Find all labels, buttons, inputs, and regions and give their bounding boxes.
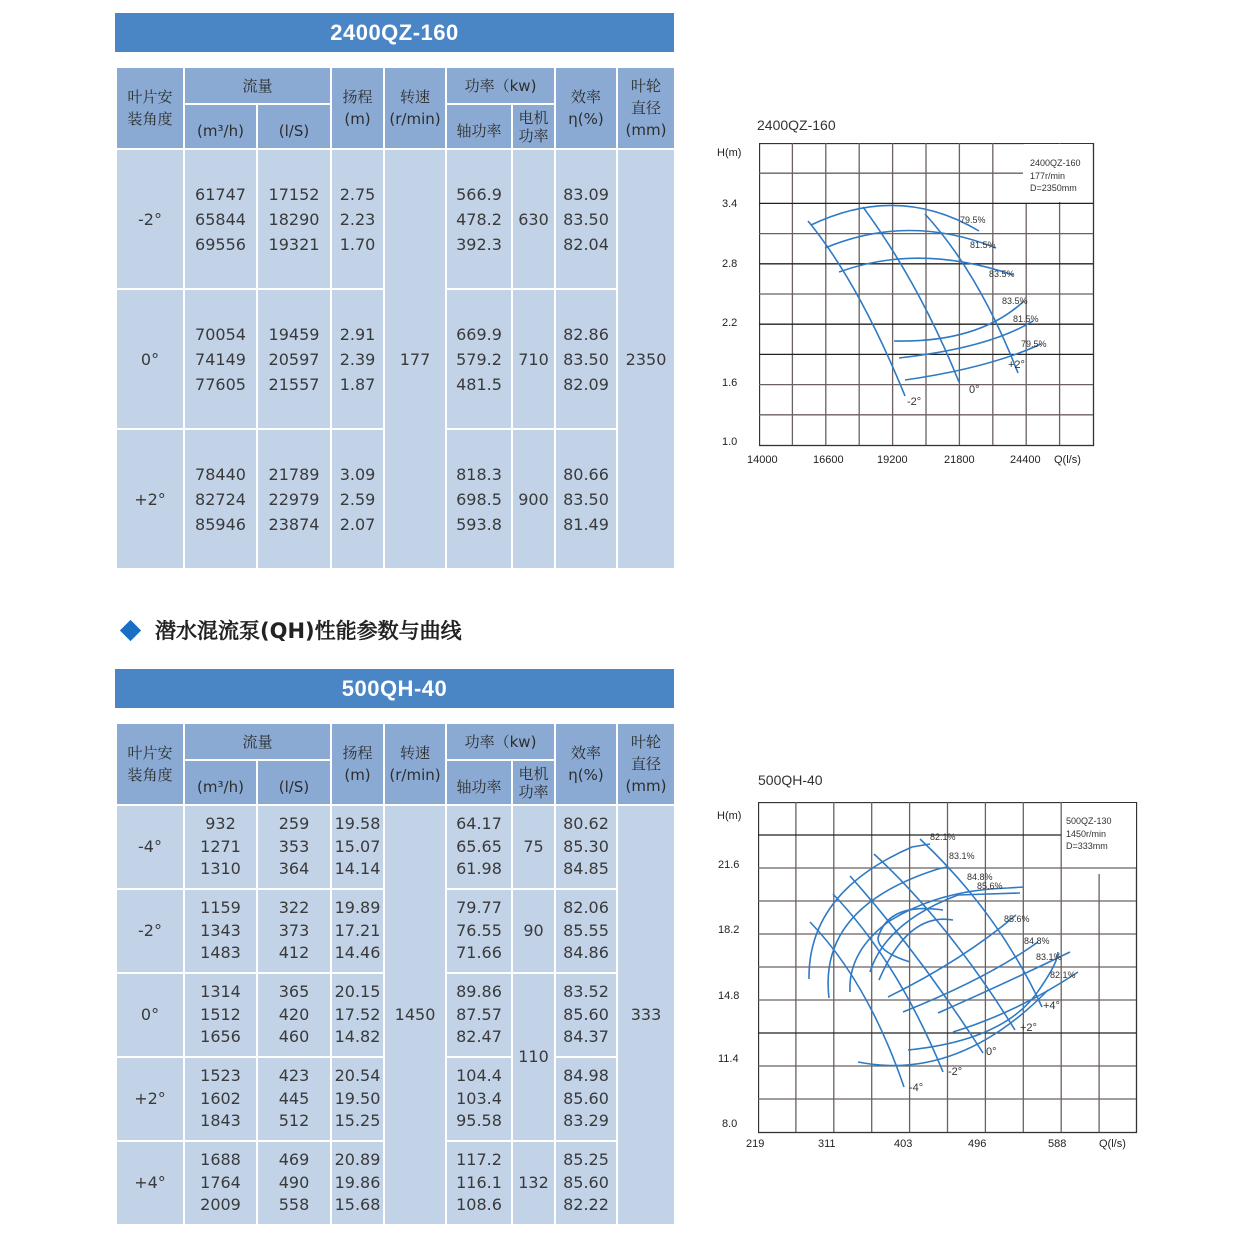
- header-efficiency: 效率 η(%): [555, 67, 617, 149]
- header-blade-angle: 叶片安 装角度: [116, 67, 184, 149]
- header-head: 扬程 (m): [331, 723, 384, 805]
- y-tick: 3.4: [722, 198, 738, 210]
- header-impeller-diameter: 叶轮 直径 (mm): [617, 723, 675, 805]
- header-flow-m3h: (m³/h): [184, 104, 257, 149]
- flow-ls-cell: 423 445 512: [257, 1057, 331, 1141]
- model-title: 500QH-40: [341, 675, 448, 701]
- flow-m3h-cell: 1688 1764 2009: [184, 1141, 257, 1225]
- angle-label: -4°: [909, 1082, 924, 1094]
- curves: [809, 839, 1078, 1087]
- head-cell: 20.89 19.86 15.68: [331, 1141, 384, 1225]
- efficiency-label: 85.6%: [1004, 914, 1030, 924]
- x-tick: 219: [746, 1138, 765, 1150]
- efficiency-label: 83.5%: [989, 269, 1015, 279]
- motor-power-cell: 630: [512, 149, 555, 289]
- efficiency-cell: 83.52 85.60 84.37: [555, 973, 617, 1057]
- header-motor-power: 电机 功率: [512, 760, 555, 805]
- flow-ls-cell: 19459 20597 21557: [257, 289, 331, 429]
- x-tick: 14000: [747, 454, 778, 466]
- angle-label: 0°: [986, 1046, 997, 1058]
- efficiency-cell: 83.09 83.50 82.04: [555, 149, 617, 289]
- head-cell: 2.91 2.39 1.87: [331, 289, 384, 429]
- x-tick: 496: [968, 1138, 987, 1150]
- header-shaft-power: 轴功率: [446, 760, 512, 805]
- blade-angle-cell: +2°: [116, 1057, 184, 1141]
- diamond-bullet-icon: [120, 619, 141, 640]
- shaft-power-cell: 117.2 116.1 108.6: [446, 1141, 512, 1225]
- y-tick: 21.6: [718, 859, 740, 871]
- x-axis-label: Q(l/s): [1054, 454, 1081, 466]
- flow-m3h-cell: 70054 74149 77605: [184, 289, 257, 429]
- header-motor-power: 电机 功率: [512, 104, 555, 149]
- blade-angle-cell: -2°: [116, 889, 184, 973]
- efficiency-label: 81.5%: [1013, 314, 1039, 324]
- flow-ls-cell: 365 420 460: [257, 973, 331, 1057]
- header-flow-m3h: (m³/h): [184, 760, 257, 805]
- header-flow-ls: (l/S): [257, 104, 331, 149]
- efficiency-label: 83.1%: [1036, 952, 1062, 962]
- y-tick: 11.4: [718, 1053, 739, 1065]
- angle-label: +2°: [1020, 1022, 1037, 1034]
- shaft-power-cell: 818.3 698.5 593.8: [446, 429, 512, 569]
- efficiency-cell: 82.86 83.50 82.09: [555, 289, 617, 429]
- head-cell: 19.58 15.07 14.14: [331, 805, 384, 889]
- chart-title: 500QH-40: [758, 772, 823, 788]
- speed-cell: 1450: [384, 805, 446, 1225]
- spec-table-500qh: [115, 722, 676, 1226]
- flow-ls-cell: 469 490 558: [257, 1141, 331, 1225]
- blade-angle-cell: +2°: [116, 429, 184, 569]
- y-tick: 2.2: [722, 317, 738, 329]
- header-speed: 转速 (r/min): [384, 723, 446, 805]
- y-tick: 1.0: [722, 436, 738, 448]
- flow-m3h-cell: 932 1271 1310: [184, 805, 257, 889]
- flow-ls-cell: 322 373 412: [257, 889, 331, 973]
- head-cell: 19.89 17.21 14.46: [331, 889, 384, 973]
- efficiency-label: 85.6%: [977, 881, 1003, 891]
- header-efficiency: 效率 η(%): [555, 723, 617, 805]
- header-flow: 流量: [184, 723, 331, 760]
- flow-m3h-cell: 78440 82724 85946: [184, 429, 257, 569]
- chart-title: 2400QZ-160: [757, 117, 836, 133]
- x-tick: 16600: [813, 454, 844, 466]
- legend-model: 500QZ-130: [1066, 816, 1112, 826]
- flow-m3h-cell: 1314 1512 1656: [184, 973, 257, 1057]
- motor-power-cell: 75: [512, 805, 555, 889]
- header-blade-angle: 叶片安 装角度: [116, 723, 184, 805]
- y-tick: 14.8: [718, 990, 740, 1002]
- efficiency-label: 82.1%: [930, 832, 956, 842]
- efficiency-cell: 80.66 83.50 81.49: [555, 429, 617, 569]
- flow-m3h-cell: 1523 1602 1843: [184, 1057, 257, 1141]
- efficiency-label: 79.5%: [1021, 339, 1047, 349]
- angle-label: +4°: [1043, 1000, 1060, 1012]
- motor-power-cell: 132: [512, 1141, 555, 1225]
- efficiency-label: 84.8%: [967, 872, 993, 882]
- efficiency-label: 81.5%: [970, 240, 996, 250]
- efficiency-label: 82.1%: [1050, 970, 1076, 980]
- x-tick: 24400: [1010, 454, 1041, 466]
- x-tick: 311: [818, 1138, 836, 1150]
- flow-m3h-cell: 61747 65844 69556: [184, 149, 257, 289]
- performance-chart-500qh: [700, 765, 1150, 1165]
- angle-label: -2°: [907, 396, 922, 408]
- motor-power-cell: 710: [512, 289, 555, 429]
- head-cell: 3.09 2.59 2.07: [331, 429, 384, 569]
- table-row-group: [116, 149, 675, 289]
- blade-angle-cell: +4°: [116, 1141, 184, 1225]
- blade-angle-cell: 0°: [116, 973, 184, 1057]
- efficiency-cell: 80.62 85.30 84.85: [555, 805, 617, 889]
- y-tick: 1.6: [722, 377, 738, 389]
- model-title: 2400QZ-160: [330, 19, 459, 45]
- header-flow: 流量: [184, 67, 331, 104]
- flow-ls-cell: 21789 22979 23874: [257, 429, 331, 569]
- header-flow-ls: (l/S): [257, 760, 331, 805]
- motor-power-cell: 90: [512, 889, 555, 973]
- head-cell: 2.75 2.23 1.70: [331, 149, 384, 289]
- spec-table-2400qz: [115, 66, 676, 570]
- shaft-power-cell: 79.77 76.55 71.66: [446, 889, 512, 973]
- efficiency-label: 84.8%: [1024, 936, 1050, 946]
- legend-model: 2400QZ-160: [1030, 158, 1081, 168]
- x-tick: 21800: [944, 454, 975, 466]
- shaft-power-cell: 104.4 103.4 95.58: [446, 1057, 512, 1141]
- blade-angle-cell: -2°: [116, 149, 184, 289]
- head-cell: 20.15 17.52 14.82: [331, 973, 384, 1057]
- section-heading: [120, 614, 462, 646]
- impeller-cell: 2350: [617, 149, 675, 569]
- efficiency-label: 83.1%: [949, 851, 975, 861]
- header-impeller-diameter: 叶轮 直径 (mm): [617, 67, 675, 149]
- legend-speed: 1450r/min: [1066, 829, 1107, 839]
- x-tick: 19200: [877, 454, 908, 466]
- impeller-cell: 333: [617, 805, 675, 1225]
- x-tick: 403: [894, 1138, 913, 1150]
- shaft-power-cell: 64.17 65.65 61.98: [446, 805, 512, 889]
- x-tick: 588: [1048, 1138, 1067, 1150]
- motor-power-cell: 900: [512, 429, 555, 569]
- header-speed: 转速 (r/min): [384, 67, 446, 149]
- section-heading-text: 潜水混流泵(QH)性能参数与曲线: [155, 619, 462, 643]
- efficiency-cell: 85.25 85.60 82.22: [555, 1141, 617, 1225]
- motor-power-cell: 110: [512, 973, 555, 1141]
- chart-plot-area: [759, 143, 1095, 447]
- header-shaft-power: 轴功率: [446, 104, 512, 149]
- shaft-power-cell: 89.86 87.57 82.47: [446, 973, 512, 1057]
- chart-plot-area: [758, 802, 1139, 1134]
- head-cell: 20.54 19.50 15.25: [331, 1057, 384, 1141]
- flow-m3h-cell: 1159 1343 1483: [184, 889, 257, 973]
- shaft-power-cell: 566.9 478.2 392.3: [446, 149, 512, 289]
- angle-label: +2°: [1008, 359, 1025, 371]
- y-axis-label: H(m): [717, 147, 742, 159]
- blade-angle-cell: -4°: [116, 805, 184, 889]
- speed-cell: 177: [384, 149, 446, 569]
- table-row-group: [116, 805, 675, 889]
- y-tick: 18.2: [718, 924, 740, 936]
- legend-diameter: D=333mm: [1066, 841, 1108, 851]
- flow-ls-cell: 17152 18290 19321: [257, 149, 331, 289]
- efficiency-cell: 84.98 85.60 83.29: [555, 1057, 617, 1141]
- efficiency-label: 79.5%: [960, 215, 986, 225]
- header-power: 功率（kw): [446, 67, 555, 104]
- efficiency-label: 83.5%: [1002, 296, 1028, 306]
- model-title-bar-500qh: [115, 669, 674, 708]
- x-axis-label: Q(l/s): [1099, 1138, 1126, 1150]
- y-tick: 2.8: [722, 258, 738, 270]
- flow-ls-cell: 259 353 364: [257, 805, 331, 889]
- shaft-power-cell: 669.9 579.2 481.5: [446, 289, 512, 429]
- model-title-bar-2400qz: [115, 13, 674, 52]
- legend-speed: 177r/min: [1030, 171, 1066, 181]
- angle-label: 0°: [969, 384, 980, 396]
- blade-angle-cell: 0°: [116, 289, 184, 429]
- legend-diameter: D=2350mm: [1030, 183, 1077, 193]
- efficiency-cell: 82.06 85.55 84.86: [555, 889, 617, 973]
- y-axis-label: H(m): [717, 810, 742, 822]
- header-power: 功率（kw): [446, 723, 555, 760]
- y-tick: 8.0: [722, 1118, 738, 1130]
- performance-chart-2400qz: [700, 110, 1120, 480]
- angle-label: -2°: [948, 1066, 963, 1078]
- header-head: 扬程 (m): [331, 67, 384, 149]
